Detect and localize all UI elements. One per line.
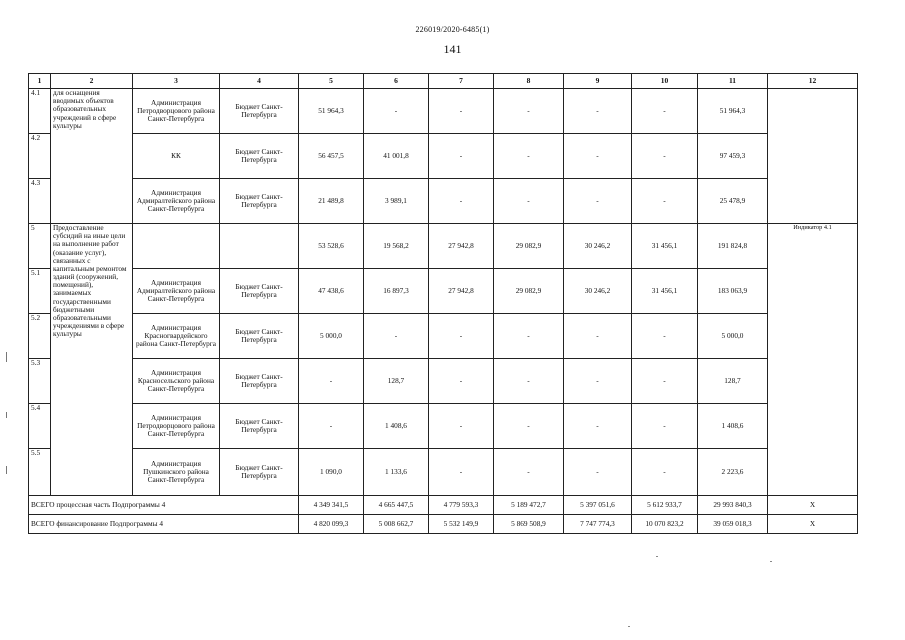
value-cell: - [494, 134, 564, 179]
table-row [29, 269, 858, 314]
value-cell: - [299, 404, 364, 449]
value-cell: 2 223,6 [698, 449, 768, 496]
total-value: 39 059 018,3 [698, 515, 768, 534]
column-number: 3 [133, 74, 220, 89]
value-cell: - [632, 89, 698, 134]
indicator-cell: Индикатор 4.1 [768, 224, 858, 496]
value-cell: 41 001,8 [364, 134, 429, 179]
scan-dot [628, 626, 630, 627]
value-cell: - [564, 359, 632, 404]
row-number: 5.3 [29, 359, 51, 404]
value-cell: 27 942,8 [429, 224, 494, 269]
value-cell: 97 459,3 [698, 134, 768, 179]
value-cell: - [429, 179, 494, 224]
value-cell: - [564, 404, 632, 449]
value-cell: - [494, 314, 564, 359]
value-cell: - [564, 134, 632, 179]
executor-cell: Администрация Красносельского района Санкт-Петербурга [133, 359, 220, 404]
row-number: 5.2 [29, 314, 51, 359]
value-cell: - [299, 359, 364, 404]
funding-source-cell: Бюджет Санкт-Петербурга [220, 89, 299, 134]
total-value: 4 820 099,3 [299, 515, 364, 534]
funding-source-cell: Бюджет Санкт-Петербурга [220, 134, 299, 179]
value-cell: 47 438,6 [299, 269, 364, 314]
total-value: 29 993 840,3 [698, 496, 768, 515]
column-number: 10 [632, 74, 698, 89]
funding-source-cell: Бюджет Санкт-Петербурга [220, 359, 299, 404]
value-cell: - [364, 89, 429, 134]
executor-cell: Администрация Петродворцового района Санкт-Петербурга [133, 404, 220, 449]
executor-cell: Администрация Адмиралтейского района Санкт-Петербурга [133, 179, 220, 224]
value-cell: 128,7 [364, 359, 429, 404]
total-value: X [768, 515, 858, 534]
funding-source-cell: Бюджет Санкт-Петербурга [220, 314, 299, 359]
value-cell: 51 964,3 [299, 89, 364, 134]
value-cell: 128,7 [698, 359, 768, 404]
value-cell: 1 408,6 [698, 404, 768, 449]
total-label: ВСЕГО финансирование Подпрограммы 4 [29, 515, 299, 534]
table-row [29, 359, 858, 404]
scan-dot [656, 556, 658, 557]
column-number: 8 [494, 74, 564, 89]
value-cell: 5 000,0 [299, 314, 364, 359]
total-value: 4 779 593,3 [429, 496, 494, 515]
value-cell: 53 528,6 [299, 224, 364, 269]
executor-cell: Администрация Пушкинского района Санкт-Петербурга [133, 449, 220, 496]
value-cell: 3 989,1 [364, 179, 429, 224]
total-value: X [768, 496, 858, 515]
total-value: 5 532 149,9 [429, 515, 494, 534]
row-number: 5.5 [29, 449, 51, 496]
table-row [29, 179, 858, 224]
total-value: 7 747 774,3 [564, 515, 632, 534]
value-cell: - [494, 89, 564, 134]
total-row-financing [29, 515, 858, 534]
table-row [29, 89, 858, 134]
total-value: 5 189 472,7 [494, 496, 564, 515]
scan-dot [770, 561, 772, 562]
value-cell: 31 456,1 [632, 224, 698, 269]
value-cell: 30 246,2 [564, 224, 632, 269]
total-value: 5 008 662,7 [364, 515, 429, 534]
value-cell: - [564, 314, 632, 359]
total-label: ВСЕГО процессная часть Подпрограммы 4 [29, 496, 299, 515]
page-number: 141 [443, 42, 462, 56]
value-cell: 30 246,2 [564, 269, 632, 314]
total-row-process [29, 496, 858, 515]
column-number: 9 [564, 74, 632, 89]
column-number: 1 [29, 74, 51, 89]
value-cell: 1 408,6 [364, 404, 429, 449]
executor-cell: Администрация Красногвардейского района Санкт-Петербурга [133, 314, 220, 359]
table-row [29, 314, 858, 359]
value-cell: - [429, 134, 494, 179]
table-row [29, 224, 858, 269]
value-cell: 31 456,1 [632, 269, 698, 314]
table-row [29, 134, 858, 179]
column-number: 12 [768, 74, 858, 89]
column-number: 5 [299, 74, 364, 89]
column-number: 11 [698, 74, 768, 89]
total-value: 4 349 341,5 [299, 496, 364, 515]
row-number: 4.3 [29, 179, 51, 224]
funding-source-cell: Бюджет Санкт-Петербурга [220, 449, 299, 496]
executor-cell: Администрация Адмиралтейского района Санкт-Петербурга [133, 269, 220, 314]
funding-source-cell: Бюджет Санкт-Петербурга [220, 269, 299, 314]
value-cell: 51 964,3 [698, 89, 768, 134]
value-cell: - [632, 404, 698, 449]
value-cell: 191 824,8 [698, 224, 768, 269]
scan-mark [6, 412, 7, 418]
value-cell: - [632, 134, 698, 179]
funding-source-cell: Бюджет Санкт-Петербурга [220, 404, 299, 449]
column-number: 4 [220, 74, 299, 89]
table-row [29, 404, 858, 449]
activity-name-group-5: Предоставление субсидий на иные цели на выполнение работ (оказание услуг), связанных с капитальным ремонтом зданий (сооружений, помещений), занимаемых государственными бюджетными образовательными учреждениями в сфере культуры [51, 224, 133, 496]
value-cell: - [429, 404, 494, 449]
scan-mark [6, 352, 7, 362]
activity-name-group-4: для оснащения вводимых объектов образовательных учреждений в сфере культуры [51, 89, 133, 224]
budget-table [28, 73, 858, 534]
row-number: 4.1 [29, 89, 51, 134]
total-value: 5 612 933,7 [632, 496, 698, 515]
value-cell: 16 897,3 [364, 269, 429, 314]
total-value: 10 070 823,2 [632, 515, 698, 534]
value-cell: 5 000,0 [698, 314, 768, 359]
value-cell: 1 133,6 [364, 449, 429, 496]
table-row [29, 449, 858, 496]
executor-cell: КК [133, 134, 220, 179]
indicator-cell-empty [768, 89, 858, 224]
value-cell: 25 478,9 [698, 179, 768, 224]
value-cell: 1 090,0 [299, 449, 364, 496]
column-number: 7 [429, 74, 494, 89]
value-cell: - [632, 179, 698, 224]
value-cell: - [429, 359, 494, 404]
row-number: 5.4 [29, 404, 51, 449]
funding-source-cell [220, 224, 299, 269]
value-cell: - [494, 404, 564, 449]
value-cell: 27 942,8 [429, 269, 494, 314]
total-value: 4 665 447,5 [364, 496, 429, 515]
column-number-row [29, 74, 858, 89]
document-id: 226019/2020-6485(1) [415, 25, 490, 34]
value-cell: - [494, 179, 564, 224]
value-cell: - [632, 449, 698, 496]
value-cell: 183 063,9 [698, 269, 768, 314]
row-number: 5.1 [29, 269, 51, 314]
value-cell: 29 082,9 [494, 269, 564, 314]
total-value: 5 869 508,9 [494, 515, 564, 534]
value-cell: - [632, 359, 698, 404]
value-cell: - [429, 449, 494, 496]
value-cell: - [494, 449, 564, 496]
funding-source-cell: Бюджет Санкт-Петербурга [220, 179, 299, 224]
value-cell: - [564, 179, 632, 224]
value-cell: 29 082,9 [494, 224, 564, 269]
value-cell: - [564, 89, 632, 134]
value-cell: - [564, 449, 632, 496]
executor-cell [133, 224, 220, 269]
value-cell: 56 457,5 [299, 134, 364, 179]
scan-mark [6, 466, 7, 474]
column-number: 6 [364, 74, 429, 89]
column-number: 2 [51, 74, 133, 89]
executor-cell: Администрация Петродворцового района Санкт-Петербурга [133, 89, 220, 134]
value-cell: - [429, 314, 494, 359]
value-cell: - [632, 314, 698, 359]
value-cell: - [364, 314, 429, 359]
total-value: 5 397 051,6 [564, 496, 632, 515]
value-cell: 19 568,2 [364, 224, 429, 269]
row-number: 5 [29, 224, 51, 269]
value-cell: 21 489,8 [299, 179, 364, 224]
value-cell: - [494, 359, 564, 404]
value-cell: - [429, 89, 494, 134]
row-number: 4.2 [29, 134, 51, 179]
